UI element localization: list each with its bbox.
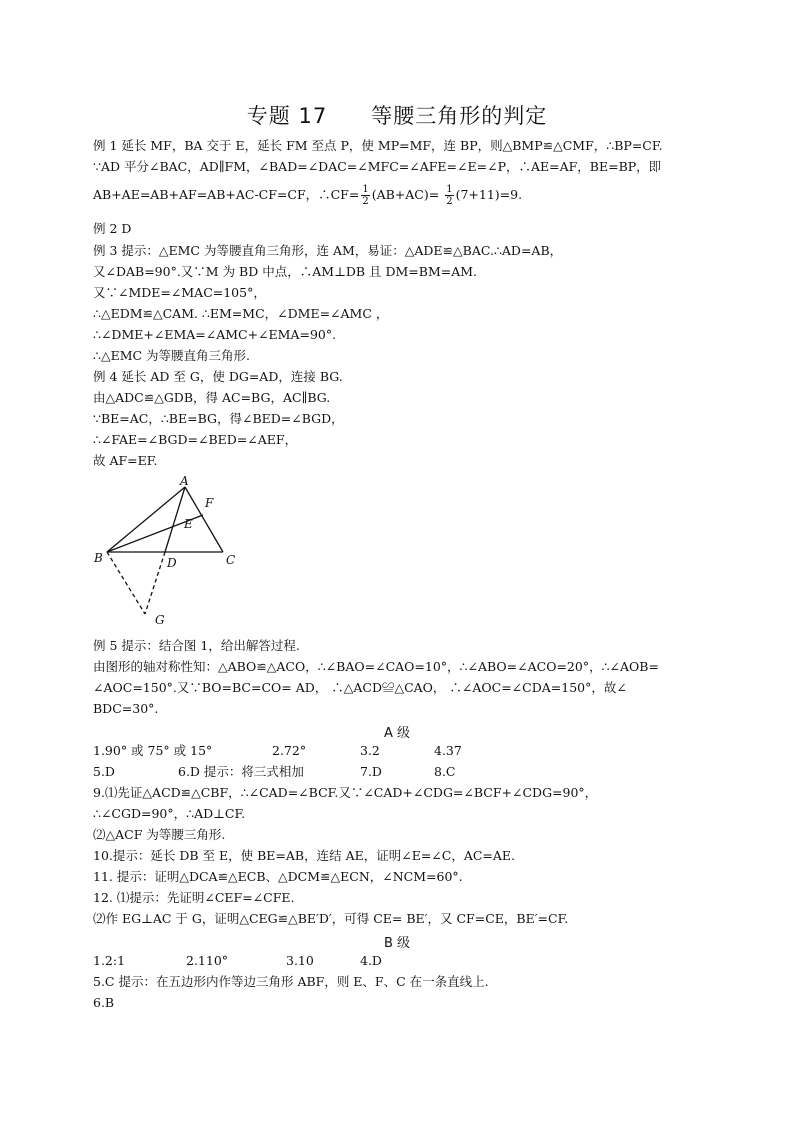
label-B: B: [94, 551, 103, 565]
level-b-heading: B 级: [383, 936, 411, 951]
ex4-line-3: ∵BE=AC，∴BE=BG，得∠BED=∠BGD，: [93, 411, 344, 426]
label-C: C: [226, 553, 236, 567]
ex3-line-1: 例 3 提示：△EMC 为等腰直角三角形，连 AM，易证：△ADE≌△BAC.∴AD=AB，: [93, 243, 563, 258]
level-b-q5: 5.C 提示：在五边形内作等边三角形 ABF，则 E、F、C 在一条直线上.: [93, 974, 489, 989]
ex1-line-3: [93, 184, 522, 207]
ex1-line-1: 例 1 延长 MF，BA 交于 E，延长 FM 至点 P，使 MP=MF，连 BP，则△BMP≌△CMF，∴BP=CF.: [93, 138, 663, 153]
level-a-q9-line-2: ∴∠CGD=90°，∴AD⊥CF.: [93, 806, 246, 821]
level-b-answer-3: 3.10: [286, 953, 314, 968]
label-D: D: [167, 556, 177, 570]
level-a-answer-4: 4.37: [434, 743, 462, 758]
ex1-line-2: ∵AD 平分∠BAC，AD∥FM，∠BAD=∠DAC=∠MFC=∠AFE=∠E=∠P，∴AE=AF，BE=BP，即: [93, 159, 662, 174]
ex3-line-3: 又∵∠MDE=∠MAC=105°，: [93, 285, 266, 300]
level-a-answer-2: 2.72°: [272, 743, 307, 758]
ex5-line-3: ∠AOC=150°.又∵BO=BC=CO= AD， ∴△ACD≌△CAO， ∴∠AOC=∠CDA=150°，故∠: [93, 680, 627, 695]
ex1-line-3-start: AB+AE=AB+AF=AB+AC-CF=CF，∴CF=: [93, 187, 360, 202]
level-a-answer-6: 6.D 提示：将三式相加: [178, 764, 304, 779]
ex4-line-2: 由△ADC≌△GDB，得 AC=BG，AC∥BG.: [93, 390, 331, 405]
title-topic-number: 专题 17: [246, 104, 328, 128]
segment-AD: [165, 487, 185, 552]
level-a-q12-line-2: ⑵作 EG⊥AC 于 G，证明△CEG≌△BE′D′，可得 CE= BE′，又 CF=CE，BE′=CF.: [93, 911, 569, 926]
level-b-answer-4: 4.D: [360, 953, 382, 968]
level-a-answer-7: 7.D: [360, 764, 382, 779]
ex3-line-6: ∴△EMC 为等腰直角三角形.: [93, 348, 251, 363]
segment-BA: [107, 487, 185, 552]
fraction-half: [361, 184, 369, 207]
ex5-line-1: 例 5 提示：结合图 1，给出解答过程.: [93, 638, 300, 653]
level-b-answer-2: 2.110°: [186, 953, 229, 968]
level-a-q11: 11. 提示：证明△DCA≌△ECB、△DCM≌△ECN，∠NCM=60°.: [93, 869, 463, 884]
segment-DG-dashed: [145, 552, 165, 614]
ex2-answer: 例 2 D: [93, 221, 132, 236]
level-a-q10: 10.提示：延长 DB 至 E，使 BE=AB，连结 AE，证明∠E=∠C，AC=AE.: [93, 848, 516, 863]
ex4-line-4: ∴∠FAE=∠BGD=∠BED=∠AEF，: [93, 432, 298, 447]
level-a-heading: A 级: [383, 726, 411, 741]
fraction-denominator: 2: [362, 196, 369, 207]
ex3-line-2: 又∠DAB=90°.又∵M 为 BD 中点，∴AM⊥DB 且 DM=BM=AM.: [93, 264, 478, 279]
level-a-answer-5: 5.D: [93, 764, 115, 779]
ex1-line-3-mid: (AB+AC)=: [371, 187, 440, 202]
label-F: F: [205, 496, 214, 510]
level-a-answer-3: 3.2: [360, 743, 380, 758]
ex4-line-1: 例 4 延长 AD 至 G，使 DG=AD，连接 BG.: [93, 369, 343, 384]
level-a-q12-line-1: 12. ⑴提示：先证明∠CEF=∠CFE.: [93, 890, 295, 905]
level-a-answer-1: 1.90° 或 75° 或 15°: [93, 743, 213, 758]
label-E: E: [184, 517, 193, 531]
ex4-line-5: 故 AF=EF.: [93, 453, 158, 468]
fraction-denominator-2: 2: [446, 196, 453, 207]
fraction-numerator: 1: [362, 184, 369, 195]
geometry-figure: [85, 470, 265, 630]
ex5-line-4: BDC=30°.: [93, 701, 159, 716]
fraction-half-2: [445, 184, 453, 207]
segment-BG-dashed: [107, 552, 145, 614]
level-b-answer-1: 1.2:1: [93, 953, 126, 968]
fraction-numerator-2: 1: [446, 184, 453, 195]
label-A: A: [180, 474, 189, 488]
level-a-q9-line-3: ⑵△ACF 为等腰三角形.: [93, 827, 226, 842]
ex3-line-4: ∴△EDM≌△CAM. ∴EM=MC，∠DME=∠AMC ，: [93, 306, 389, 321]
label-G: G: [155, 613, 165, 627]
page-title: [0, 100, 794, 130]
ex3-line-5: ∴∠DME+∠EMA=∠AMC+∠EMA=90°.: [93, 327, 337, 342]
level-a-q9-line-1: 9.⑴先证△ACD≌△CBF，∴∠CAD=∠BCF.又∵∠CAD+∠CDG=∠BCF+∠CDG=90°，: [93, 785, 598, 800]
title-topic-name: 等腰三角形的判定: [371, 104, 548, 128]
level-b-q6: 6.B: [93, 995, 115, 1010]
ex1-line-3-end: (7+11)=9.: [455, 187, 523, 202]
ex5-line-2: 由图形的轴对称性知：△ABO≌△ACO，∴∠BAO=∠CAO=10°，∴∠ABO=∠ACO=20°，∴∠AOB=: [93, 659, 659, 674]
level-a-answer-8: 8.C: [434, 764, 456, 779]
